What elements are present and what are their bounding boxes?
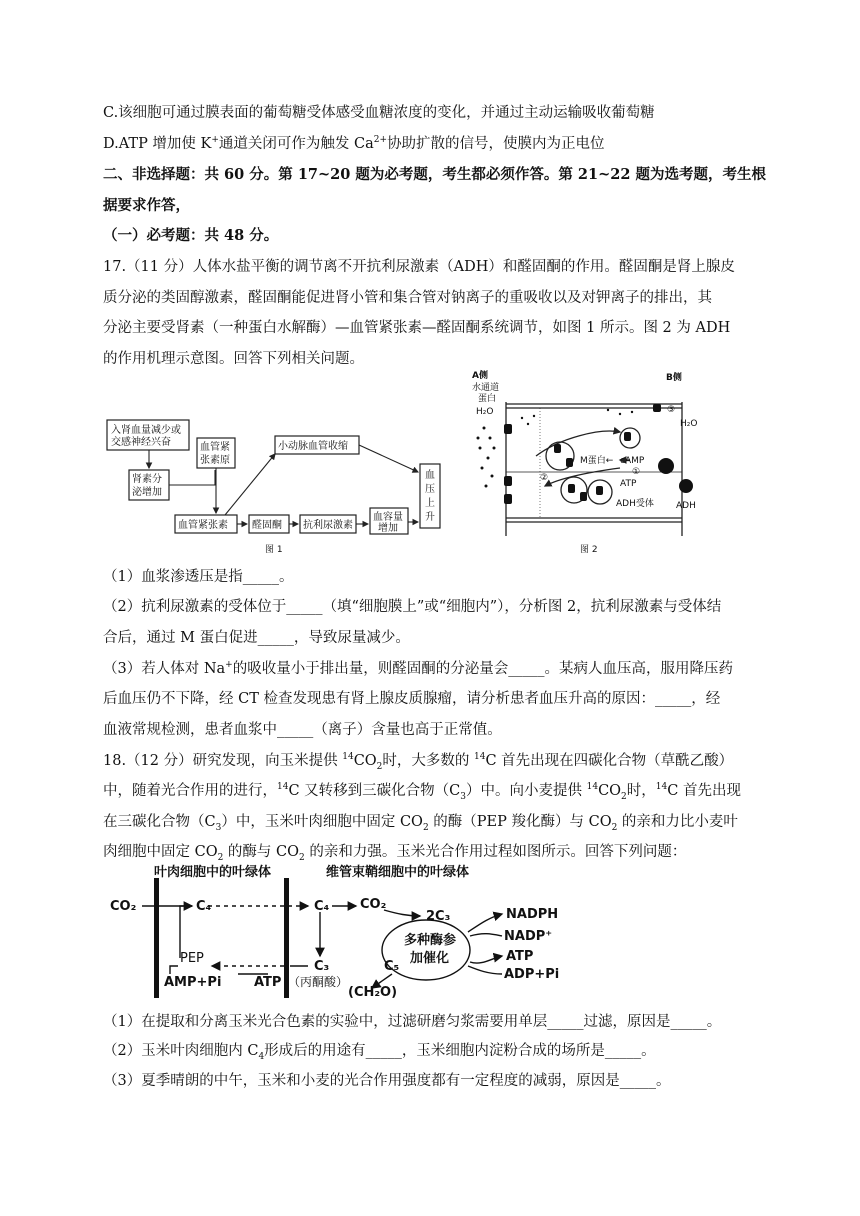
fig1-angiotensin: 血管紧张素 xyxy=(178,520,228,531)
fig3-atp-left: ATP xyxy=(254,975,282,990)
fig3-title-right: 维管束鞘细胞中的叶绿体 xyxy=(326,865,470,880)
fig2-side-a: A侧 xyxy=(472,371,488,381)
fig2-m-protein: M蛋白← xyxy=(580,456,614,466)
q17-sub-1: （1）血浆渗透压是指_____。 xyxy=(103,569,294,585)
q17-sub-3b: 后血压仍不下降，经 CT 检查发现患有肾上腺皮质腺瘤，请分析患者血压升高的原因：_____，经 xyxy=(103,691,721,707)
text-span: 时，大多数的 xyxy=(382,753,475,769)
figure-1 xyxy=(105,410,450,558)
fig1-bp-2: 压 xyxy=(425,484,435,495)
fig1-caption: 图 1 xyxy=(265,545,283,555)
fig1-aldosterone: 醛固酮 xyxy=(252,520,282,531)
q17-text-4: 的作用机理示意图。回答下列相关问题。 xyxy=(103,351,364,367)
fig3-cycle-2: 加催化 xyxy=(410,951,450,966)
text-span: 的酶与 CO xyxy=(223,844,300,860)
text-span: C 又转移到三碳化合物（C xyxy=(288,783,461,799)
subscript: 3 xyxy=(215,822,222,833)
option-c: C.该细胞可通过膜表面的葡萄糖受体感受血糖浓度的变化，并通过主动运输吸收葡萄糖 xyxy=(103,105,655,121)
fig3-nadp: NADP⁺ xyxy=(504,929,553,944)
fig1-angiotensinogen-1: 血管紧 xyxy=(200,442,230,453)
fig2-num2: ② xyxy=(540,473,549,483)
fig1-angiotensinogen-2: 张素原 xyxy=(200,455,230,466)
q17-sub-2b: 合后，通过 M 蛋白促进_____，导致尿量减少。 xyxy=(103,630,410,646)
fig1-vessel: 小动脉血管收缩 xyxy=(278,441,348,452)
fig3-atp-right: ATP xyxy=(506,949,534,964)
text-span: 在三碳化合物（C xyxy=(103,814,216,830)
text-span: 的酶（PEP 羧化酶）与 CO xyxy=(428,814,612,830)
q18-text-1 xyxy=(103,751,733,771)
superscript: 2+ xyxy=(373,135,388,146)
fig3-adp-pi: ADP+Pi xyxy=(504,967,560,982)
section-required-heading: （一）必考题：共 48 分。 xyxy=(103,227,279,244)
q17-text-1: 17.（11 分）人体水盐平衡的调节离不开抗利尿激素（ADH）和醛固酮的作用。醛固酮是肾上腺皮 xyxy=(103,259,735,275)
section-2-heading-cont: 据要求作答， xyxy=(103,197,190,214)
subscript: 2 xyxy=(611,822,618,833)
superscript: + xyxy=(211,135,219,146)
fig3-pep: PEP xyxy=(180,951,204,966)
fig2-adh: ADH xyxy=(676,501,696,511)
text-span: 通道关闭可作为触发 Ca xyxy=(218,136,374,152)
q18-sub-1: （1）在提取和分离玉米光合色素的实验中，过滤研磨匀浆需要用单层_____过滤，原因是_____。 xyxy=(103,1014,722,1030)
fig2-num1: ① xyxy=(632,467,641,477)
fig3-co2-right: CO₂ xyxy=(360,897,387,912)
text-span: 协助扩散的信号，使膜内为正电位 xyxy=(387,136,605,152)
fig2-camp: cAMP xyxy=(620,456,645,466)
fig3-amp-pi: AMP+Pi xyxy=(164,975,222,990)
text-span: 的亲和力强。玉米光合作用过程如图所示。回答下列问题： xyxy=(304,844,687,860)
subscript: 2 xyxy=(621,791,627,802)
fig3-c4-right: C₄ xyxy=(314,899,330,914)
subscript: 2 xyxy=(422,822,429,833)
fig2-caption: 图 2 xyxy=(580,545,598,555)
fig3-ch2o: (CH₂O) xyxy=(348,985,398,1000)
text-span: 时， xyxy=(626,783,656,799)
fig1-input-2: 交感神经兴奋 xyxy=(111,437,171,448)
q17-sub-3a xyxy=(103,659,733,679)
fig3-2c3: 2C₃ xyxy=(426,909,451,924)
q17-sub-3c: 血液常规检测，患者血浆中_____（离子）含量也高于正常值。 xyxy=(103,722,502,738)
fig2-atp: ATP xyxy=(620,479,637,489)
figure-c4-pathway xyxy=(108,862,608,1002)
fig3-pyruvate: （丙酮酸） xyxy=(288,975,349,989)
text-span: 中，随着光合作用的进行， xyxy=(103,783,277,799)
text-span: 的吸收量小于排出量，则醛固酮的分泌量会_____。某病人血压高，服用降压药 xyxy=(232,661,733,677)
subscript: 2 xyxy=(299,852,305,863)
fig3-c5: C₅ xyxy=(384,959,400,974)
fig2-num3: ③ xyxy=(667,405,676,415)
fig1-volume-1: 血容量 xyxy=(373,512,403,523)
text-span: 18.（12 分）研究发现，向玉米提供 xyxy=(103,753,343,769)
fig1-bp-4: 升 xyxy=(425,512,435,523)
fig3-c3: C₃ xyxy=(314,959,330,974)
q17-sub-2a: （2）抗利尿激素的受体位于_____（填“细胞膜上”或“细胞内”），分析图 2，抗利尿激素与受体结 xyxy=(103,599,722,615)
text-span: ）中。向小麦提供 xyxy=(466,783,587,799)
fig1-input-1: 入肾血量减少或 xyxy=(111,425,181,436)
fig2-side-b: B侧 xyxy=(666,373,682,383)
text-span: D.ATP 增加使 K xyxy=(103,136,212,152)
q18-text-4 xyxy=(103,842,686,862)
fig1-volume-2: 增加 xyxy=(378,523,398,534)
fig3-nadph: NADPH xyxy=(506,907,559,922)
fig3-c4-left: C₄ xyxy=(196,899,212,914)
fig3-cycle-1: 多种酶参 xyxy=(404,933,457,948)
q18-text-2 xyxy=(103,781,741,801)
superscript: 14 xyxy=(277,782,289,793)
text-span: CO xyxy=(353,753,377,769)
superscript: 14 xyxy=(655,782,668,793)
fig2-h2o-left: H₂O xyxy=(476,407,494,417)
fig2-water-channel-2: 蛋白 xyxy=(478,394,497,404)
fig1-renin-1: 肾素分 xyxy=(132,474,162,485)
subscript: 2 xyxy=(376,761,383,772)
superscript: 14 xyxy=(586,782,599,793)
fig2-water-channel-1: 水通道 xyxy=(472,383,500,393)
subscript: 2 xyxy=(217,852,224,863)
superscript: + xyxy=(225,660,233,671)
q17-text-2: 质分泌的类固醇激素，醛固酮能促进肾小管和集合管对钠离子的重吸收以及对钾离子的排出，其 xyxy=(103,290,712,306)
fig1-bp-3: 上 xyxy=(425,498,435,509)
text-span: C 首先出现在四碳化合物（草酰乙酸） xyxy=(485,753,734,769)
q18-text-3 xyxy=(103,812,738,832)
text-span: CO xyxy=(598,783,622,799)
section-2-heading: 二、非选择题：共 60 分。第 17~20 题为必考题，考生都必须作答。第 21~22 题为选考题，考生根 xyxy=(103,166,766,183)
text-span: ）中，玉米叶肉细胞中固定 CO xyxy=(221,814,423,830)
text-span: C 首先出现 xyxy=(667,783,741,799)
option-d xyxy=(103,134,605,154)
subscript: 3 xyxy=(460,791,466,802)
subscript: 4 xyxy=(258,1051,265,1062)
text-span: （2）玉米叶肉细胞内 C xyxy=(103,1043,259,1059)
q18-sub-3: （3）夏季晴朗的中午，玉米和小麦的光合作用强度都有一定程度的减弱，原因是_____。 xyxy=(103,1073,671,1089)
superscript: 14 xyxy=(342,752,354,763)
fig1-adh: 抗利尿激素 xyxy=(303,520,353,531)
q18-sub-2 xyxy=(103,1041,656,1061)
fig1-bp-1: 血 xyxy=(425,470,435,481)
q17-text-3: 分泌主要受肾素（一种蛋白水解酶）—血管紧张素—醛固酮系统调节，如图 1 所示。图 2 为 ADH xyxy=(103,320,731,336)
text-span: 形成后的用途有_____，玉米细胞内淀粉合成的场所是_____。 xyxy=(264,1043,656,1059)
fig3-co2-left: CO₂ xyxy=(110,899,137,914)
fig3-title-left: 叶肉细胞中的叶绿体 xyxy=(154,865,272,880)
fig2-adh-receptor: ADH受体 xyxy=(616,499,654,509)
fig2-h2o-right: H₂O xyxy=(680,419,698,429)
superscript: 14 xyxy=(474,752,486,763)
text-span: （3）若人体对 Na xyxy=(103,661,226,677)
text-span: 的亲和力比小麦叶 xyxy=(617,814,738,830)
text-span: 肉细胞中固定 CO xyxy=(103,844,218,860)
fig1-renin-2: 泌增加 xyxy=(132,487,162,498)
figure-2 xyxy=(470,368,715,558)
